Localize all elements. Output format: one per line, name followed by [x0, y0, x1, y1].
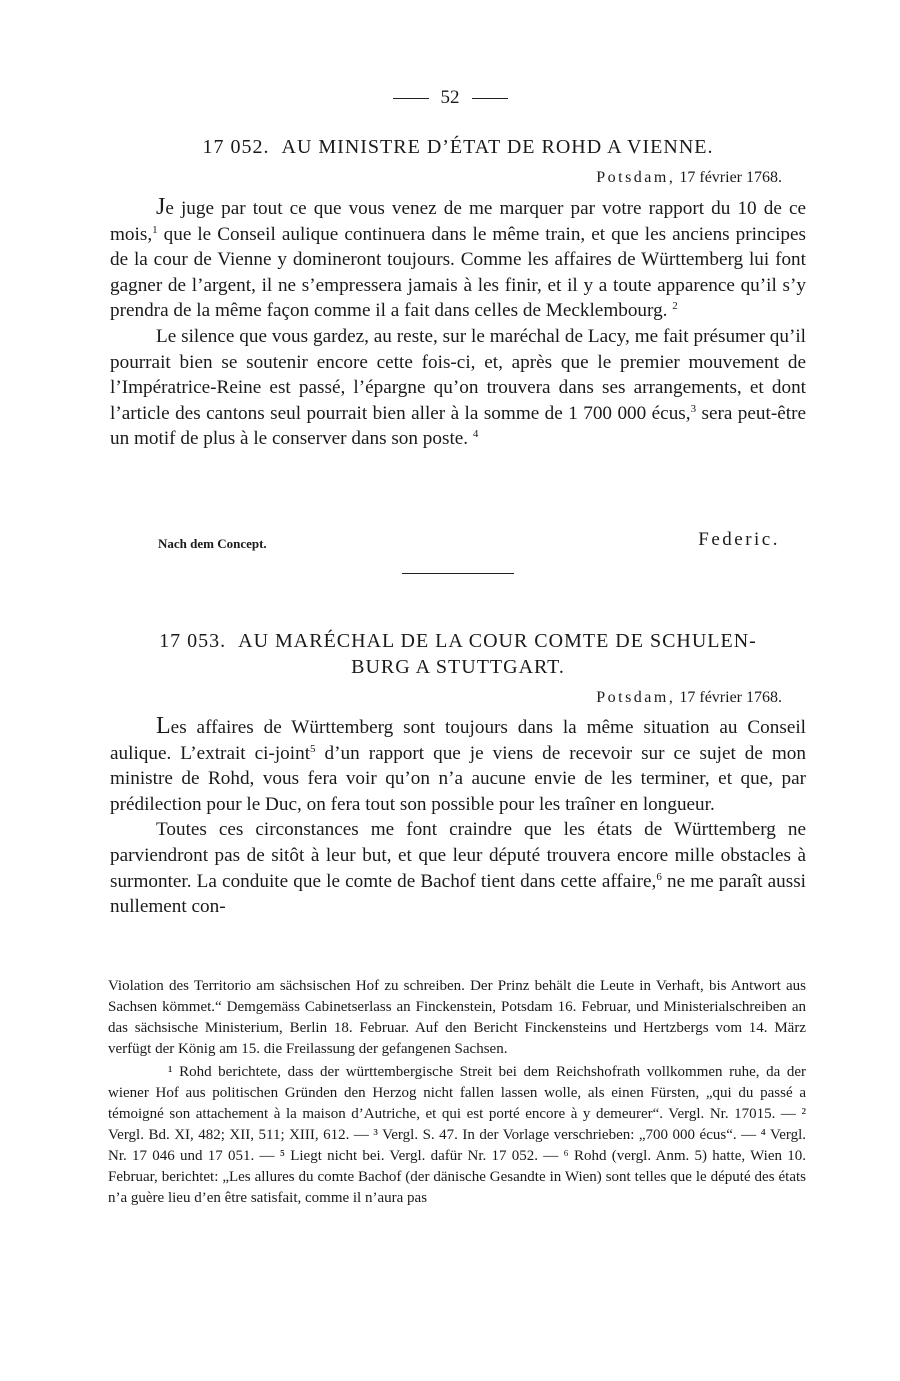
paragraph — [110, 714, 806, 817]
letter-heading-17053 — [110, 628, 806, 680]
paragraph — [110, 817, 806, 919]
page-number-value: 52 — [440, 87, 460, 108]
dateline-date: 17 février 1768. — [679, 689, 782, 706]
paragraph-text: es affaires de Württemberg sont toujours dans la même situation au Conseil aulique. L’extrait ci-joint — [110, 717, 806, 764]
letter-title: AU MINISTRE D’ÉTAT DE ROHD A VIENNE. — [281, 136, 714, 158]
paragraph-text: Toutes ces circonstances me font craindre que les états de Württemberg ne parviendront pas de sitôt à leur but, et que leur député trouvera encore mille obstacles à surmonter. La conduite que le comte de Bachof tient dans cette affaire, — [110, 819, 806, 892]
footnote-ref: 5 — [310, 742, 316, 755]
dateline-date: 17 février 1768. — [679, 169, 782, 186]
paragraph — [110, 324, 806, 452]
page-number-dash-left — [393, 98, 429, 99]
paragraph-text: ne me paraît aussi nullement con- — [110, 870, 806, 918]
footnote-continued: Violation des Territorio am sächsischen Hof zu schreiben. Der Prinz behält die Leute in Verhaft, bis Antwort aus Sachsen kömmet.“ Demgemäss Cabinetserlass an Finckenstein, Potsdam 16. Februar, und Ministerialschreiben an das sächsische Ministerium, Berlin 18. Februar. Auf den Bericht Finckensteins und Hertzbergs vom 14. März verfügt der König am 15. die Freilassung der gefangenen Sachsen. — [108, 978, 806, 1057]
letter-body-17052 — [110, 195, 806, 452]
source-note: Nach dem Concept. — [158, 536, 267, 551]
footnote-ref: 6 — [656, 870, 662, 883]
section-divider — [402, 573, 514, 574]
dateline-place: Potsdam, — [596, 689, 676, 706]
dateline-17052 — [596, 168, 782, 188]
letter-number: 17 053. — [159, 630, 227, 652]
footnotes — [108, 976, 806, 1209]
letter-heading-17052 — [110, 134, 806, 160]
footnote-ref: 4 — [472, 428, 479, 441]
letter-title-line2: BURG A STUTTGART. — [351, 656, 565, 678]
dateline-17053 — [596, 688, 782, 708]
letter-title-line1: AU MARÉCHAL DE LA COUR COMTE DE SCHULEN- — [238, 630, 757, 652]
drop-initial: J — [156, 194, 166, 220]
page-number-dash-right — [472, 98, 508, 99]
paragraph-text: d’un rapport que je viens de recevoir sur ce sujet de mon ministre de Rohd, vous fera voir qu’on n’a aucune envie de les terminer, et que, par prédilection pour le Duc, on fera tout son possible pour les traîner en longueur. — [110, 742, 806, 815]
paragraph-text: que le Conseil aulique continuera dans le même train, et que les anciens principes de la cour de Vienne y domineront toujours. Comme les affaires de Württemberg lui font gagner de l’argent, il ne s’empressera jamais à les finir, et il y a toute apparence qu’il s’y prendra de la même façon comme il a fait dans celles de Mecklembourg. — [110, 223, 806, 322]
footnote-ref: 1 — [152, 223, 158, 236]
footnote-ref: 2 — [672, 300, 678, 313]
paragraph — [110, 195, 806, 324]
footnote-ref: 3 — [690, 402, 697, 415]
signature: Federic. — [698, 529, 780, 550]
page-number — [0, 86, 900, 110]
paragraph-text: e juge par tout ce que vous venez de me marquer par votre rapport du 10 de ce mois, — [110, 198, 806, 245]
paragraph-text: Le silence que vous gardez, au reste, sur le maréchal de Lacy, me fait présumer qu’il pourrait bien se soutenir encore cette fois-ci, et, après que le premier mouvement de l’Impératrice-Reine est passé, l’épargne qu’on trouvera dans ses arrangements, et dont l’article des cantons seul pourrait bien aller à la somme de 1 700 000 écus, — [110, 325, 806, 424]
letter-number: 17 052. — [202, 136, 270, 158]
paragraph-text: sera peut-être un motif de plus à le conserver dans son poste. — [110, 402, 806, 450]
letter-heading-line — [110, 628, 806, 654]
footnote-list: ¹ Rohd berichtete, dass der württembergische Streit bei dem Reichshofrath vollkommen ruhe, da der wiener Hof aus politischen Gründen den Herzog nicht fallen lassen wolle, als einen Fürsten, „qui du passé a témoigné son attachement à la maison d’Autriche, et qui est porté encore à y demeurer“. Vergl. Nr. 17015. — ² Vergl. Bd. XI, 482; XII, 511; XIII, 612. — ³ Vergl. S. 47. In der Vorlage verschrieben: „700 000 écus“. — ⁴ Vergl. Nr. 17 046 und 17 051. — ⁵ Liegt nicht bei. Vergl. dafür Nr. 17 052. — ⁶ Rohd (vergl. Anm. 5) hatte, Wien 10. Februar, berichtet: „Les allures du comte Bachof (der dänische Gesandte in Wien) sont telles que le député des états n’a guère lieu d’en être satisfait, comme il n’aura pas — [108, 1064, 806, 1206]
drop-initial: L — [156, 713, 171, 739]
dateline-place: Potsdam, — [596, 169, 676, 186]
letter-body-17053 — [110, 714, 806, 920]
